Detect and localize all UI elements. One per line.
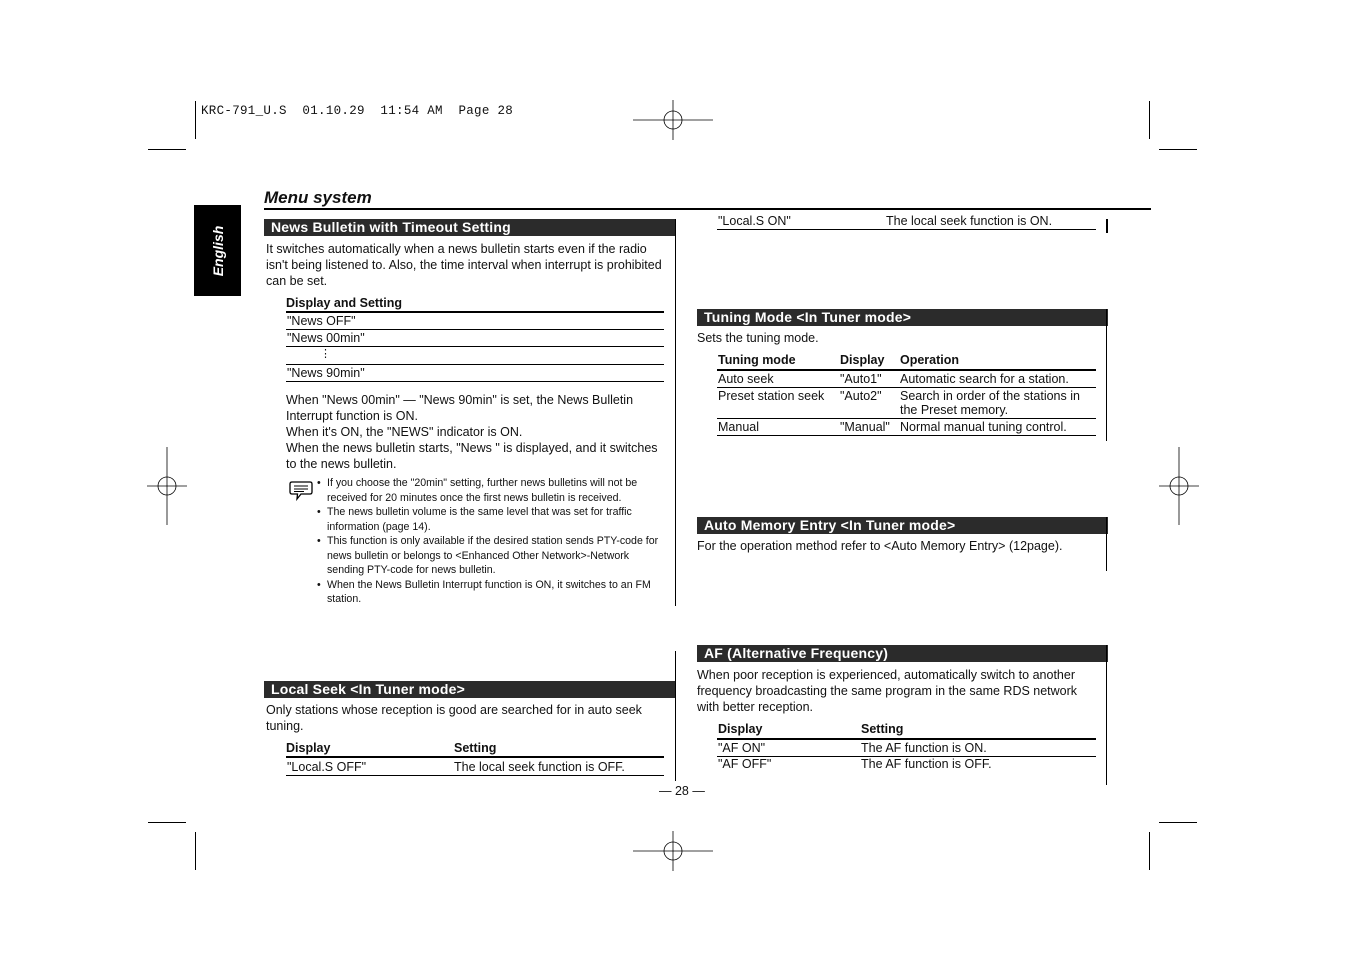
news-row-rule <box>286 364 664 365</box>
file-info-header: KRC-791_U.S 01.10.29 11:54 AM Page 28 <box>201 104 514 118</box>
column-divider <box>675 219 676 606</box>
title-rule <box>264 208 1151 210</box>
local-seek-col-display: Display <box>286 741 331 755</box>
column-divider-lower <box>675 651 676 781</box>
news-row-rule <box>286 329 664 330</box>
af-col-display: Display <box>718 722 763 736</box>
news-row: "News OFF" <box>287 314 356 328</box>
speech-bubble-icon <box>289 479 313 501</box>
local-seek-heading: Local Seek <In Tuner mode> <box>264 681 675 698</box>
af-intro: When poor reception is experienced, automatically switch to another frequency broadcasting the same program in the same RDS network with better reception. <box>697 668 1078 714</box>
note-item: • The news bulletin volume is the same level that was set for traffic information (page 14). <box>317 505 665 534</box>
af-setting: The AF function is OFF. <box>861 757 992 771</box>
tuning-mode: Preset station seek <box>718 389 825 403</box>
local-seek-setting: The local seek function is ON. <box>886 214 1053 228</box>
tuning-display: "Manual" <box>840 420 890 434</box>
tuning-operation: Search in order of the stations in the Preset memory. <box>900 389 1080 417</box>
registration-mark-right <box>1159 447 1199 525</box>
tuning-mode: Manual <box>718 420 759 434</box>
local-seek-row-rule <box>286 775 664 776</box>
tuning-display: "Auto1" <box>840 372 882 386</box>
news-row-rule <box>286 381 664 382</box>
tuning-row-rule <box>717 387 1096 388</box>
local-seek-display: "Local.S ON" <box>718 214 791 228</box>
tuning-row-rule <box>717 435 1096 436</box>
tuning-col-display: Display <box>840 353 885 367</box>
language-tab <box>194 205 241 296</box>
news-para: When "News 00min" — "News 90min" is set, the News Bulletin Interrupt function is ON. <box>286 393 634 423</box>
news-table-rule <box>286 311 664 313</box>
local-seek-col-setting: Setting <box>454 741 497 755</box>
local-seek-display: "Local.S OFF" <box>287 760 367 774</box>
news-row-ellipsis: ⋮ <box>320 348 331 360</box>
local-seek-rule <box>286 756 664 758</box>
note-item: • If you choose the "20min" setting, further news bulletins will not be received for 20 minutes once the first news bulletin is received. <box>317 476 665 505</box>
tuning-intro: Sets the tuning mode. <box>697 331 819 345</box>
right-column-divider <box>1106 219 1108 233</box>
af-setting: The AF function is ON. <box>861 741 987 755</box>
page-title: Menu system <box>264 188 372 207</box>
af-display: "AF OFF" <box>718 757 772 771</box>
tuning-rule <box>717 369 1096 371</box>
local-seek-intro: Only stations whose reception is good are searched for in auto seek tuning. <box>266 703 642 733</box>
news-para: When the news bulletin starts, "News " is displayed, and it switches to the news bulletin. <box>286 441 658 471</box>
news-row: "News 00min" <box>287 331 365 345</box>
af-heading: AF (Alternative Frequency) <box>697 645 1108 662</box>
local-seek-setting: The local seek function is OFF. <box>454 760 625 774</box>
af-col-setting: Setting <box>861 722 904 736</box>
news-row-rule <box>286 346 664 347</box>
tuning-operation: Automatic search for a station. <box>900 372 1069 386</box>
tuning-heading: Tuning Mode <In Tuner mode> <box>697 309 1108 326</box>
tuning-col-operation: Operation <box>900 353 960 367</box>
language-label: English <box>209 225 226 276</box>
news-para: When it's ON, the "NEWS" indicator is ON. <box>286 425 523 439</box>
news-paragraphs <box>286 392 664 472</box>
auto-memory-heading: Auto Memory Entry <In Tuner mode> <box>697 517 1108 534</box>
news-notes <box>317 476 665 607</box>
auto-memory-intro: For the operation method refer to <Auto Memory Entry> (12page). <box>697 539 1063 553</box>
tuning-row-rule <box>717 418 1096 419</box>
af-display: "AF ON" <box>718 741 766 755</box>
tuning-col-mode: Tuning mode <box>718 353 796 367</box>
note-item: • When the News Bulletin Interrupt function is ON, it switches to an FM station. <box>317 578 665 607</box>
tuning-operation: Normal manual tuning control. <box>900 420 1067 434</box>
news-intro: It switches automatically when a news bulletin starts even if the radio isn't being listened to. Also, the time interval when interrupt is prohibited can be set. <box>266 242 662 288</box>
af-rule <box>717 738 1096 740</box>
tuning-display: "Auto2" <box>840 389 882 403</box>
news-row: "News 90min" <box>287 366 365 380</box>
note-item: • This function is only available if the desired station sends PTY-code for news bulletin or belongs to <Enhanced Other Network>-Network sending PTY-code for news bulletin. <box>317 534 665 578</box>
tuning-mode: Auto seek <box>718 372 774 386</box>
registration-mark-bottom <box>633 831 713 871</box>
right-column-divider <box>1106 309 1107 441</box>
right-column-divider <box>1106 517 1107 571</box>
local-seek-row-rule <box>717 229 1096 230</box>
page-number: — 28 — <box>659 784 705 798</box>
right-column-divider <box>1106 645 1107 785</box>
news-table-header: Display and Setting <box>286 296 402 310</box>
registration-mark-left <box>147 447 187 525</box>
registration-mark-top <box>633 100 713 140</box>
news-heading: News Bulletin with Timeout Setting <box>264 219 675 236</box>
